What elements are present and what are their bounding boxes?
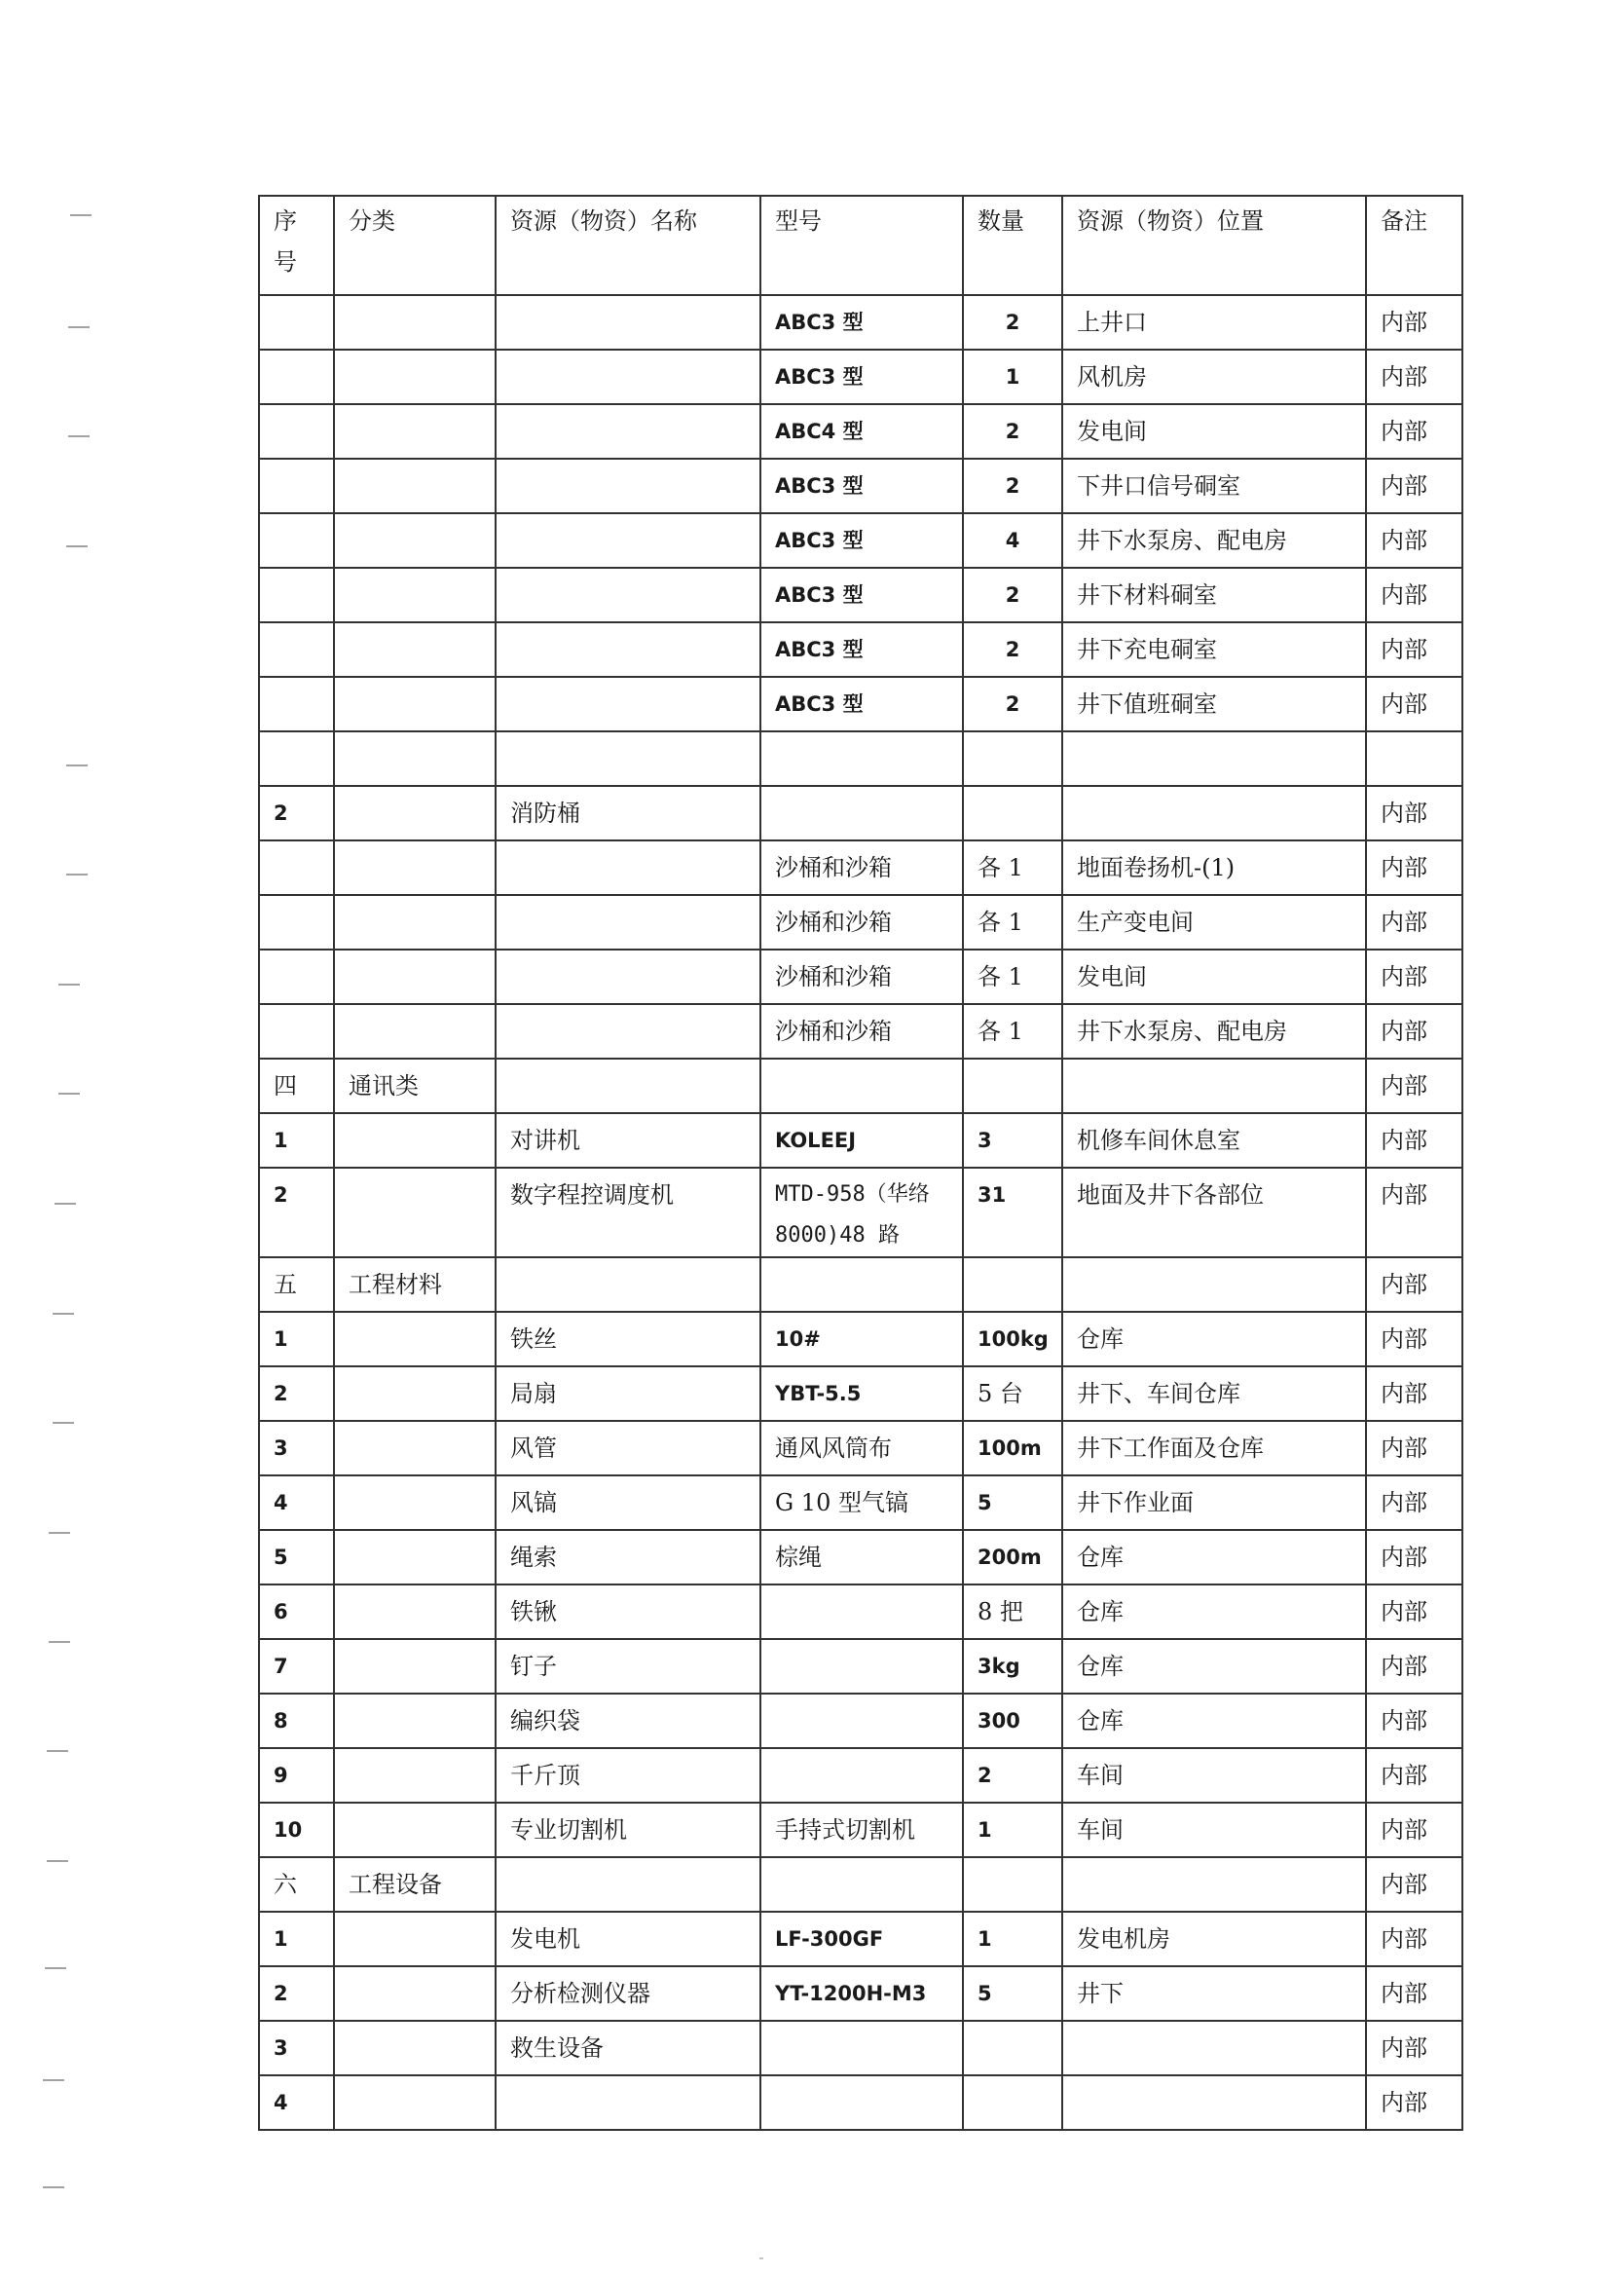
cell-quantity: 1 bbox=[963, 350, 1062, 404]
cell-model: ABC3 型 bbox=[760, 568, 963, 622]
cell-remarks: 内部 bbox=[1366, 1257, 1462, 1312]
cell-model: 沙桶和沙箱 bbox=[760, 895, 963, 950]
cell-name: 救生设备 bbox=[496, 2021, 760, 2075]
cell-category bbox=[334, 404, 496, 459]
cell-location: 机修车间休息室 bbox=[1062, 1113, 1366, 1168]
table-row bbox=[259, 1857, 1462, 1912]
table-row bbox=[259, 350, 1462, 404]
cell-category bbox=[334, 786, 496, 840]
cell-remarks: 内部 bbox=[1366, 568, 1462, 622]
cell-category bbox=[334, 568, 496, 622]
cell-location: 地面卷扬机-(1) bbox=[1062, 840, 1366, 895]
table-row bbox=[259, 1912, 1462, 1966]
scan-mark bbox=[66, 545, 88, 547]
cell-location: 下井口信号硐室 bbox=[1062, 459, 1366, 513]
cell-category bbox=[334, 295, 496, 350]
cell-location: 上井口 bbox=[1062, 295, 1366, 350]
cell-category bbox=[334, 1004, 496, 1059]
cell-location: 发电机房 bbox=[1062, 1912, 1366, 1966]
scan-mark bbox=[47, 1750, 68, 1752]
cell-name bbox=[496, 840, 760, 895]
cell-remarks: 内部 bbox=[1366, 677, 1462, 731]
scan-mark bbox=[68, 326, 90, 328]
cell-location: 井下作业面 bbox=[1062, 1475, 1366, 1530]
cell-category bbox=[334, 1312, 496, 1366]
cell-quantity: 100kg bbox=[963, 1312, 1062, 1366]
cell-model: G 10 型气镐 bbox=[760, 1475, 963, 1530]
table-row bbox=[259, 1059, 1462, 1113]
cell-remarks bbox=[1366, 731, 1462, 786]
cell-model: 通风风筒布 bbox=[760, 1421, 963, 1475]
cell-quantity: 3kg bbox=[963, 1639, 1062, 1694]
cell-model: ABC3 型 bbox=[760, 677, 963, 731]
cell-remarks: 内部 bbox=[1366, 295, 1462, 350]
cell-serial bbox=[259, 840, 334, 895]
cell-category bbox=[334, 840, 496, 895]
cell-quantity: 各 1 bbox=[963, 840, 1062, 895]
cell-remarks: 内部 bbox=[1366, 1168, 1462, 1257]
cell-serial: 6 bbox=[259, 1584, 334, 1639]
cell-serial bbox=[259, 895, 334, 950]
cell-quantity bbox=[963, 1857, 1062, 1912]
cell-quantity: 3 bbox=[963, 1113, 1062, 1168]
table-row bbox=[259, 622, 1462, 677]
cell-remarks: 内部 bbox=[1366, 1639, 1462, 1694]
scan-mark bbox=[58, 984, 80, 986]
cell-name: 风镐 bbox=[496, 1475, 760, 1530]
cell-remarks: 内部 bbox=[1366, 1421, 1462, 1475]
cell-location: 仓库 bbox=[1062, 1694, 1366, 1748]
cell-category bbox=[334, 895, 496, 950]
cell-serial bbox=[259, 950, 334, 1004]
cell-remarks: 内部 bbox=[1366, 786, 1462, 840]
cell-model: ABC3 型 bbox=[760, 459, 963, 513]
cell-quantity: 各 1 bbox=[963, 895, 1062, 950]
scan-mark bbox=[53, 1313, 74, 1315]
cell-remarks: 内部 bbox=[1366, 1694, 1462, 1748]
cell-quantity bbox=[963, 2075, 1062, 2130]
table-row bbox=[259, 1366, 1462, 1421]
table-row bbox=[259, 404, 1462, 459]
cell-serial bbox=[259, 677, 334, 731]
table-row bbox=[259, 513, 1462, 568]
table-row bbox=[259, 1475, 1462, 1530]
cell-serial bbox=[259, 622, 334, 677]
cell-serial: 3 bbox=[259, 1421, 334, 1475]
cell-category: 通讯类 bbox=[334, 1059, 496, 1113]
cell-serial: 7 bbox=[259, 1639, 334, 1694]
cell-quantity bbox=[963, 1059, 1062, 1113]
cell-quantity: 5 台 bbox=[963, 1366, 1062, 1421]
cell-name: 钉子 bbox=[496, 1639, 760, 1694]
scan-mark bbox=[47, 1860, 68, 1862]
cell-model bbox=[760, 2021, 963, 2075]
cell-location: 井下水泵房、配电房 bbox=[1062, 513, 1366, 568]
header-category: 分类 bbox=[334, 196, 496, 295]
cell-name: 风管 bbox=[496, 1421, 760, 1475]
header-serial-number: 序号 bbox=[259, 196, 334, 295]
cell-serial bbox=[259, 1004, 334, 1059]
cell-quantity: 2 bbox=[963, 568, 1062, 622]
scan-mark bbox=[66, 874, 88, 876]
cell-category bbox=[334, 1530, 496, 1584]
cell-model bbox=[760, 1257, 963, 1312]
header-quantity: 数量 bbox=[963, 196, 1062, 295]
cell-model: 沙桶和沙箱 bbox=[760, 1004, 963, 1059]
table-row bbox=[259, 1312, 1462, 1366]
cell-remarks: 内部 bbox=[1366, 1912, 1462, 1966]
cell-remarks: 内部 bbox=[1366, 1059, 1462, 1113]
cell-location: 井下水泵房、配电房 bbox=[1062, 1004, 1366, 1059]
cell-model: YBT-5.5 bbox=[760, 1366, 963, 1421]
cell-remarks: 内部 bbox=[1366, 1803, 1462, 1857]
cell-name bbox=[496, 622, 760, 677]
cell-serial: 1 bbox=[259, 1912, 334, 1966]
cell-serial bbox=[259, 350, 334, 404]
cell-model bbox=[760, 1694, 963, 1748]
cell-remarks: 内部 bbox=[1366, 1475, 1462, 1530]
cell-location bbox=[1062, 731, 1366, 786]
cell-quantity: 2 bbox=[963, 459, 1062, 513]
cell-category bbox=[334, 459, 496, 513]
table-row bbox=[259, 677, 1462, 731]
cell-category: 工程设备 bbox=[334, 1857, 496, 1912]
cell-remarks: 内部 bbox=[1366, 350, 1462, 404]
cell-serial: 4 bbox=[259, 2075, 334, 2130]
table-row bbox=[259, 840, 1462, 895]
cell-location: 发电间 bbox=[1062, 950, 1366, 1004]
table-row bbox=[259, 1004, 1462, 1059]
cell-model: 10# bbox=[760, 1312, 963, 1366]
cell-name bbox=[496, 1857, 760, 1912]
cell-category: 工程材料 bbox=[334, 1257, 496, 1312]
cell-name bbox=[496, 2075, 760, 2130]
cell-serial: 10 bbox=[259, 1803, 334, 1857]
cell-location: 井下充电硐室 bbox=[1062, 622, 1366, 677]
cell-remarks: 内部 bbox=[1366, 1857, 1462, 1912]
cell-remarks: 内部 bbox=[1366, 895, 1462, 950]
cell-location bbox=[1062, 1059, 1366, 1113]
cell-location: 仓库 bbox=[1062, 1530, 1366, 1584]
cell-model bbox=[760, 1584, 963, 1639]
cell-location: 井下值班硐室 bbox=[1062, 677, 1366, 731]
cell-remarks: 内部 bbox=[1366, 2021, 1462, 2075]
cell-name: 专业切割机 bbox=[496, 1803, 760, 1857]
cell-serial bbox=[259, 295, 334, 350]
cell-serial: 1 bbox=[259, 1312, 334, 1366]
table-header-row bbox=[259, 196, 1462, 295]
cell-model: ABC3 型 bbox=[760, 350, 963, 404]
cell-serial: 2 bbox=[259, 1966, 334, 2021]
cell-model: 沙桶和沙箱 bbox=[760, 950, 963, 1004]
cell-name: 数字程控调度机 bbox=[496, 1168, 760, 1257]
cell-remarks: 内部 bbox=[1366, 1748, 1462, 1803]
cell-quantity: 2 bbox=[963, 1748, 1062, 1803]
cell-location bbox=[1062, 2075, 1366, 2130]
cell-category bbox=[334, 950, 496, 1004]
table-row bbox=[259, 1168, 1462, 1257]
cell-model: ABC4 型 bbox=[760, 404, 963, 459]
table-row bbox=[259, 1966, 1462, 2021]
cell-location bbox=[1062, 1857, 1366, 1912]
cell-remarks: 内部 bbox=[1366, 1312, 1462, 1366]
scan-mark bbox=[68, 435, 90, 437]
cell-category bbox=[334, 1912, 496, 1966]
cell-serial: 8 bbox=[259, 1694, 334, 1748]
cell-location: 车间 bbox=[1062, 1803, 1366, 1857]
cell-category bbox=[334, 2075, 496, 2130]
cell-remarks: 内部 bbox=[1366, 1530, 1462, 1584]
cell-name: 局扇 bbox=[496, 1366, 760, 1421]
cell-name bbox=[496, 1257, 760, 1312]
cell-remarks: 内部 bbox=[1366, 459, 1462, 513]
cell-model: ABC3 型 bbox=[760, 622, 963, 677]
cell-category bbox=[334, 1639, 496, 1694]
cell-remarks: 内部 bbox=[1366, 950, 1462, 1004]
scan-mark bbox=[66, 764, 88, 766]
table-row bbox=[259, 786, 1462, 840]
scan-mark bbox=[55, 1203, 76, 1205]
cell-remarks: 内部 bbox=[1366, 513, 1462, 568]
scan-mark bbox=[58, 1093, 80, 1095]
table-row bbox=[259, 1748, 1462, 1803]
cell-name: 千斤顶 bbox=[496, 1748, 760, 1803]
cell-serial: 六 bbox=[259, 1857, 334, 1912]
cell-quantity bbox=[963, 2021, 1062, 2075]
cell-category bbox=[334, 1584, 496, 1639]
cell-name bbox=[496, 677, 760, 731]
cell-location: 仓库 bbox=[1062, 1584, 1366, 1639]
table-row bbox=[259, 568, 1462, 622]
table-row bbox=[259, 950, 1462, 1004]
cell-quantity: 31 bbox=[963, 1168, 1062, 1257]
cell-serial bbox=[259, 513, 334, 568]
cell-category bbox=[334, 1966, 496, 2021]
cell-name bbox=[496, 404, 760, 459]
cell-quantity: 100m bbox=[963, 1421, 1062, 1475]
cell-category bbox=[334, 1366, 496, 1421]
cell-name bbox=[496, 568, 760, 622]
cell-quantity: 8 把 bbox=[963, 1584, 1062, 1639]
cell-location bbox=[1062, 2021, 1366, 2075]
cell-model bbox=[760, 1748, 963, 1803]
table-row bbox=[259, 1530, 1462, 1584]
table-row bbox=[259, 1803, 1462, 1857]
cell-name bbox=[496, 950, 760, 1004]
cell-remarks: 内部 bbox=[1366, 1366, 1462, 1421]
cell-category bbox=[334, 350, 496, 404]
cell-category bbox=[334, 1421, 496, 1475]
cell-name bbox=[496, 1059, 760, 1113]
cell-remarks: 内部 bbox=[1366, 2075, 1462, 2130]
cell-location: 仓库 bbox=[1062, 1639, 1366, 1694]
table-row bbox=[259, 1421, 1462, 1475]
cell-serial: 5 bbox=[259, 1530, 334, 1584]
cell-category bbox=[334, 1803, 496, 1857]
cell-category bbox=[334, 1475, 496, 1530]
header-resource-name: 资源（物资）名称 bbox=[496, 196, 760, 295]
cell-name bbox=[496, 513, 760, 568]
cell-name bbox=[496, 459, 760, 513]
header-model: 型号 bbox=[760, 196, 963, 295]
cell-category bbox=[334, 1168, 496, 1257]
scan-mark bbox=[49, 1641, 70, 1643]
table-row bbox=[259, 895, 1462, 950]
cell-model: 手持式切割机 bbox=[760, 1803, 963, 1857]
header-location: 资源（物资）位置 bbox=[1062, 196, 1366, 295]
table-row bbox=[259, 731, 1462, 786]
cell-name bbox=[496, 295, 760, 350]
cell-quantity: 4 bbox=[963, 513, 1062, 568]
cell-quantity: 5 bbox=[963, 1475, 1062, 1530]
cell-model bbox=[760, 1059, 963, 1113]
cell-category bbox=[334, 677, 496, 731]
cell-location: 井下材料硐室 bbox=[1062, 568, 1366, 622]
scan-mark bbox=[49, 1532, 70, 1534]
cell-name bbox=[496, 1004, 760, 1059]
cell-location: 风机房 bbox=[1062, 350, 1366, 404]
cell-serial bbox=[259, 568, 334, 622]
cell-remarks: 内部 bbox=[1366, 840, 1462, 895]
cell-location bbox=[1062, 786, 1366, 840]
cell-name bbox=[496, 731, 760, 786]
cell-quantity: 1 bbox=[963, 1912, 1062, 1966]
cell-model bbox=[760, 2075, 963, 2130]
table-row bbox=[259, 1639, 1462, 1694]
cell-category bbox=[334, 731, 496, 786]
scan-mark bbox=[759, 2257, 763, 2259]
cell-quantity: 2 bbox=[963, 677, 1062, 731]
cell-location: 生产变电间 bbox=[1062, 895, 1366, 950]
cell-model bbox=[760, 731, 963, 786]
cell-serial: 9 bbox=[259, 1748, 334, 1803]
cell-quantity: 各 1 bbox=[963, 1004, 1062, 1059]
cell-remarks: 内部 bbox=[1366, 622, 1462, 677]
cell-serial: 五 bbox=[259, 1257, 334, 1312]
cell-quantity bbox=[963, 1257, 1062, 1312]
cell-location: 车间 bbox=[1062, 1748, 1366, 1803]
scan-mark bbox=[70, 214, 92, 216]
cell-serial: 4 bbox=[259, 1475, 334, 1530]
table-row bbox=[259, 2075, 1462, 2130]
cell-quantity: 2 bbox=[963, 295, 1062, 350]
table-row bbox=[259, 1584, 1462, 1639]
cell-quantity bbox=[963, 731, 1062, 786]
cell-category bbox=[334, 1694, 496, 1748]
cell-serial bbox=[259, 459, 334, 513]
scan-mark bbox=[45, 1967, 66, 1969]
cell-quantity bbox=[963, 786, 1062, 840]
cell-quantity: 2 bbox=[963, 622, 1062, 677]
cell-name: 分析检测仪器 bbox=[496, 1966, 760, 2021]
cell-model: MTD-958（华络8000)48 路 bbox=[760, 1168, 963, 1257]
cell-category bbox=[334, 622, 496, 677]
cell-serial: 2 bbox=[259, 1366, 334, 1421]
scan-mark bbox=[53, 1422, 74, 1424]
scan-mark bbox=[43, 2186, 64, 2188]
cell-remarks: 内部 bbox=[1366, 1004, 1462, 1059]
cell-category bbox=[334, 1748, 496, 1803]
scan-mark bbox=[43, 2079, 64, 2081]
table-row bbox=[259, 1113, 1462, 1168]
cell-location: 井下 bbox=[1062, 1966, 1366, 2021]
cell-name bbox=[496, 350, 760, 404]
cell-model: YT-1200H-M3 bbox=[760, 1966, 963, 2021]
cell-serial: 2 bbox=[259, 1168, 334, 1257]
cell-serial: 3 bbox=[259, 2021, 334, 2075]
header-remarks: 备注 bbox=[1366, 196, 1462, 295]
cell-name: 对讲机 bbox=[496, 1113, 760, 1168]
cell-category bbox=[334, 1113, 496, 1168]
cell-model bbox=[760, 1639, 963, 1694]
cell-name: 编织袋 bbox=[496, 1694, 760, 1748]
cell-location: 井下工作面及仓库 bbox=[1062, 1421, 1366, 1475]
cell-name bbox=[496, 895, 760, 950]
cell-remarks: 内部 bbox=[1366, 1584, 1462, 1639]
cell-serial bbox=[259, 731, 334, 786]
resource-table bbox=[258, 195, 1463, 2131]
cell-quantity: 各 1 bbox=[963, 950, 1062, 1004]
cell-model: LF-300GF bbox=[760, 1912, 963, 1966]
cell-name: 铁丝 bbox=[496, 1312, 760, 1366]
cell-model: ABC3 型 bbox=[760, 513, 963, 568]
cell-quantity: 200m bbox=[963, 1530, 1062, 1584]
cell-location: 井下、车间仓库 bbox=[1062, 1366, 1366, 1421]
cell-remarks: 内部 bbox=[1366, 404, 1462, 459]
cell-remarks: 内部 bbox=[1366, 1113, 1462, 1168]
cell-serial: 2 bbox=[259, 786, 334, 840]
cell-model: KOLEEJ bbox=[760, 1113, 963, 1168]
cell-category bbox=[334, 2021, 496, 2075]
table-row bbox=[259, 2021, 1462, 2075]
cell-name: 发电机 bbox=[496, 1912, 760, 1966]
cell-model bbox=[760, 1857, 963, 1912]
cell-quantity: 300 bbox=[963, 1694, 1062, 1748]
cell-name: 铁锹 bbox=[496, 1584, 760, 1639]
cell-name: 绳索 bbox=[496, 1530, 760, 1584]
cell-location bbox=[1062, 1257, 1366, 1312]
cell-name: 消防桶 bbox=[496, 786, 760, 840]
table-row bbox=[259, 1257, 1462, 1312]
cell-serial bbox=[259, 404, 334, 459]
table-row bbox=[259, 459, 1462, 513]
cell-serial: 四 bbox=[259, 1059, 334, 1113]
cell-model: 棕绳 bbox=[760, 1530, 963, 1584]
cell-model bbox=[760, 786, 963, 840]
cell-serial: 1 bbox=[259, 1113, 334, 1168]
cell-quantity: 1 bbox=[963, 1803, 1062, 1857]
cell-category bbox=[334, 513, 496, 568]
cell-location: 仓库 bbox=[1062, 1312, 1366, 1366]
cell-location: 地面及井下各部位 bbox=[1062, 1168, 1366, 1257]
cell-model: 沙桶和沙箱 bbox=[760, 840, 963, 895]
cell-quantity: 5 bbox=[963, 1966, 1062, 2021]
cell-remarks: 内部 bbox=[1366, 1966, 1462, 2021]
cell-location: 发电间 bbox=[1062, 404, 1366, 459]
cell-quantity: 2 bbox=[963, 404, 1062, 459]
cell-model: ABC3 型 bbox=[760, 295, 963, 350]
table-row bbox=[259, 1694, 1462, 1748]
table-row bbox=[259, 295, 1462, 350]
